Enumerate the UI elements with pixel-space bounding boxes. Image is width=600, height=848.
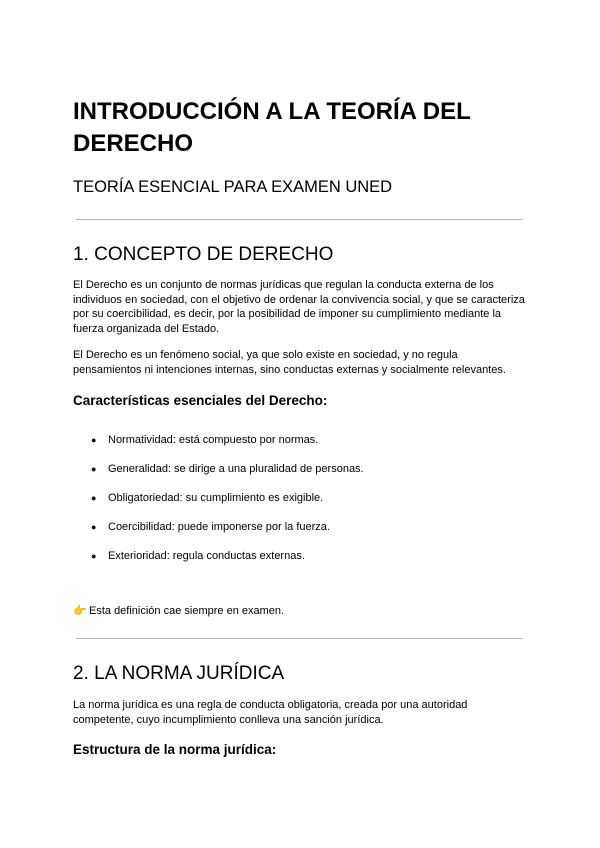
list-item-text: Coercibilidad: puede imponerse por la fuerza. <box>108 521 330 533</box>
list-item-text: Obligatoriedad: su cumplimiento es exigible. <box>108 492 324 504</box>
section1-subheading: Características esenciales del Derecho: <box>73 393 328 408</box>
bullet-icon: ● <box>91 493 97 503</box>
section2-paragraph-1: La norma jurídica es una regla de conducta obligatoria, creada por una autoridad competente, cuyo incumplimiento conlleva una sanción jurídica. <box>73 699 468 726</box>
bullet-icon: ● <box>91 435 97 445</box>
list-item-text: Exterioridad: regula conductas externas. <box>108 550 305 562</box>
document-subtitle: TEORÍA ESENCIAL PARA EXAMEN UNED <box>73 178 393 196</box>
bullet-icon: ● <box>91 522 97 532</box>
document-title: INTRODUCCIÓN A LA TEORÍA DEL DERECHO <box>73 98 471 157</box>
section-divider-top <box>76 219 523 220</box>
list-item-text: Generalidad: se dirige a una pluralidad de personas. <box>108 463 364 475</box>
pointing-hand-icon: 👉 <box>73 605 87 617</box>
section-divider-middle <box>76 638 523 639</box>
exam-note <box>73 604 284 618</box>
bullet-icon: ● <box>91 551 97 561</box>
list-item-text: Normatividad: está compuesto por normas. <box>108 434 319 446</box>
section1-heading: 1. CONCEPTO DE DERECHO <box>73 244 334 265</box>
bullet-icon: ● <box>91 464 97 474</box>
exam-note-text: Esta definición cae siempre en examen. <box>89 605 285 617</box>
section2-subheading: Estructura de la norma jurídica: <box>73 742 277 757</box>
section1-paragraph-1: El Derecho es un conjunto de normas jurídicas que regulan la conducta externa de los individuos en sociedad, con el objetivo de ordenar la convivencia social, y que se caracteriza por su coercibilidad, es decir, por la posibilidad de imponer su cumplimiento mediante la fuerza organizada del Estado. <box>73 279 525 335</box>
section2-heading: 2. LA NORMA JURÍDICA <box>73 663 285 684</box>
section1-paragraph-2: El Derecho es un fenómeno social, ya que solo existe en sociedad, y no regula pensamientos ni intenciones internas, sino conductas externas y socialmente relevantes. <box>73 349 506 376</box>
